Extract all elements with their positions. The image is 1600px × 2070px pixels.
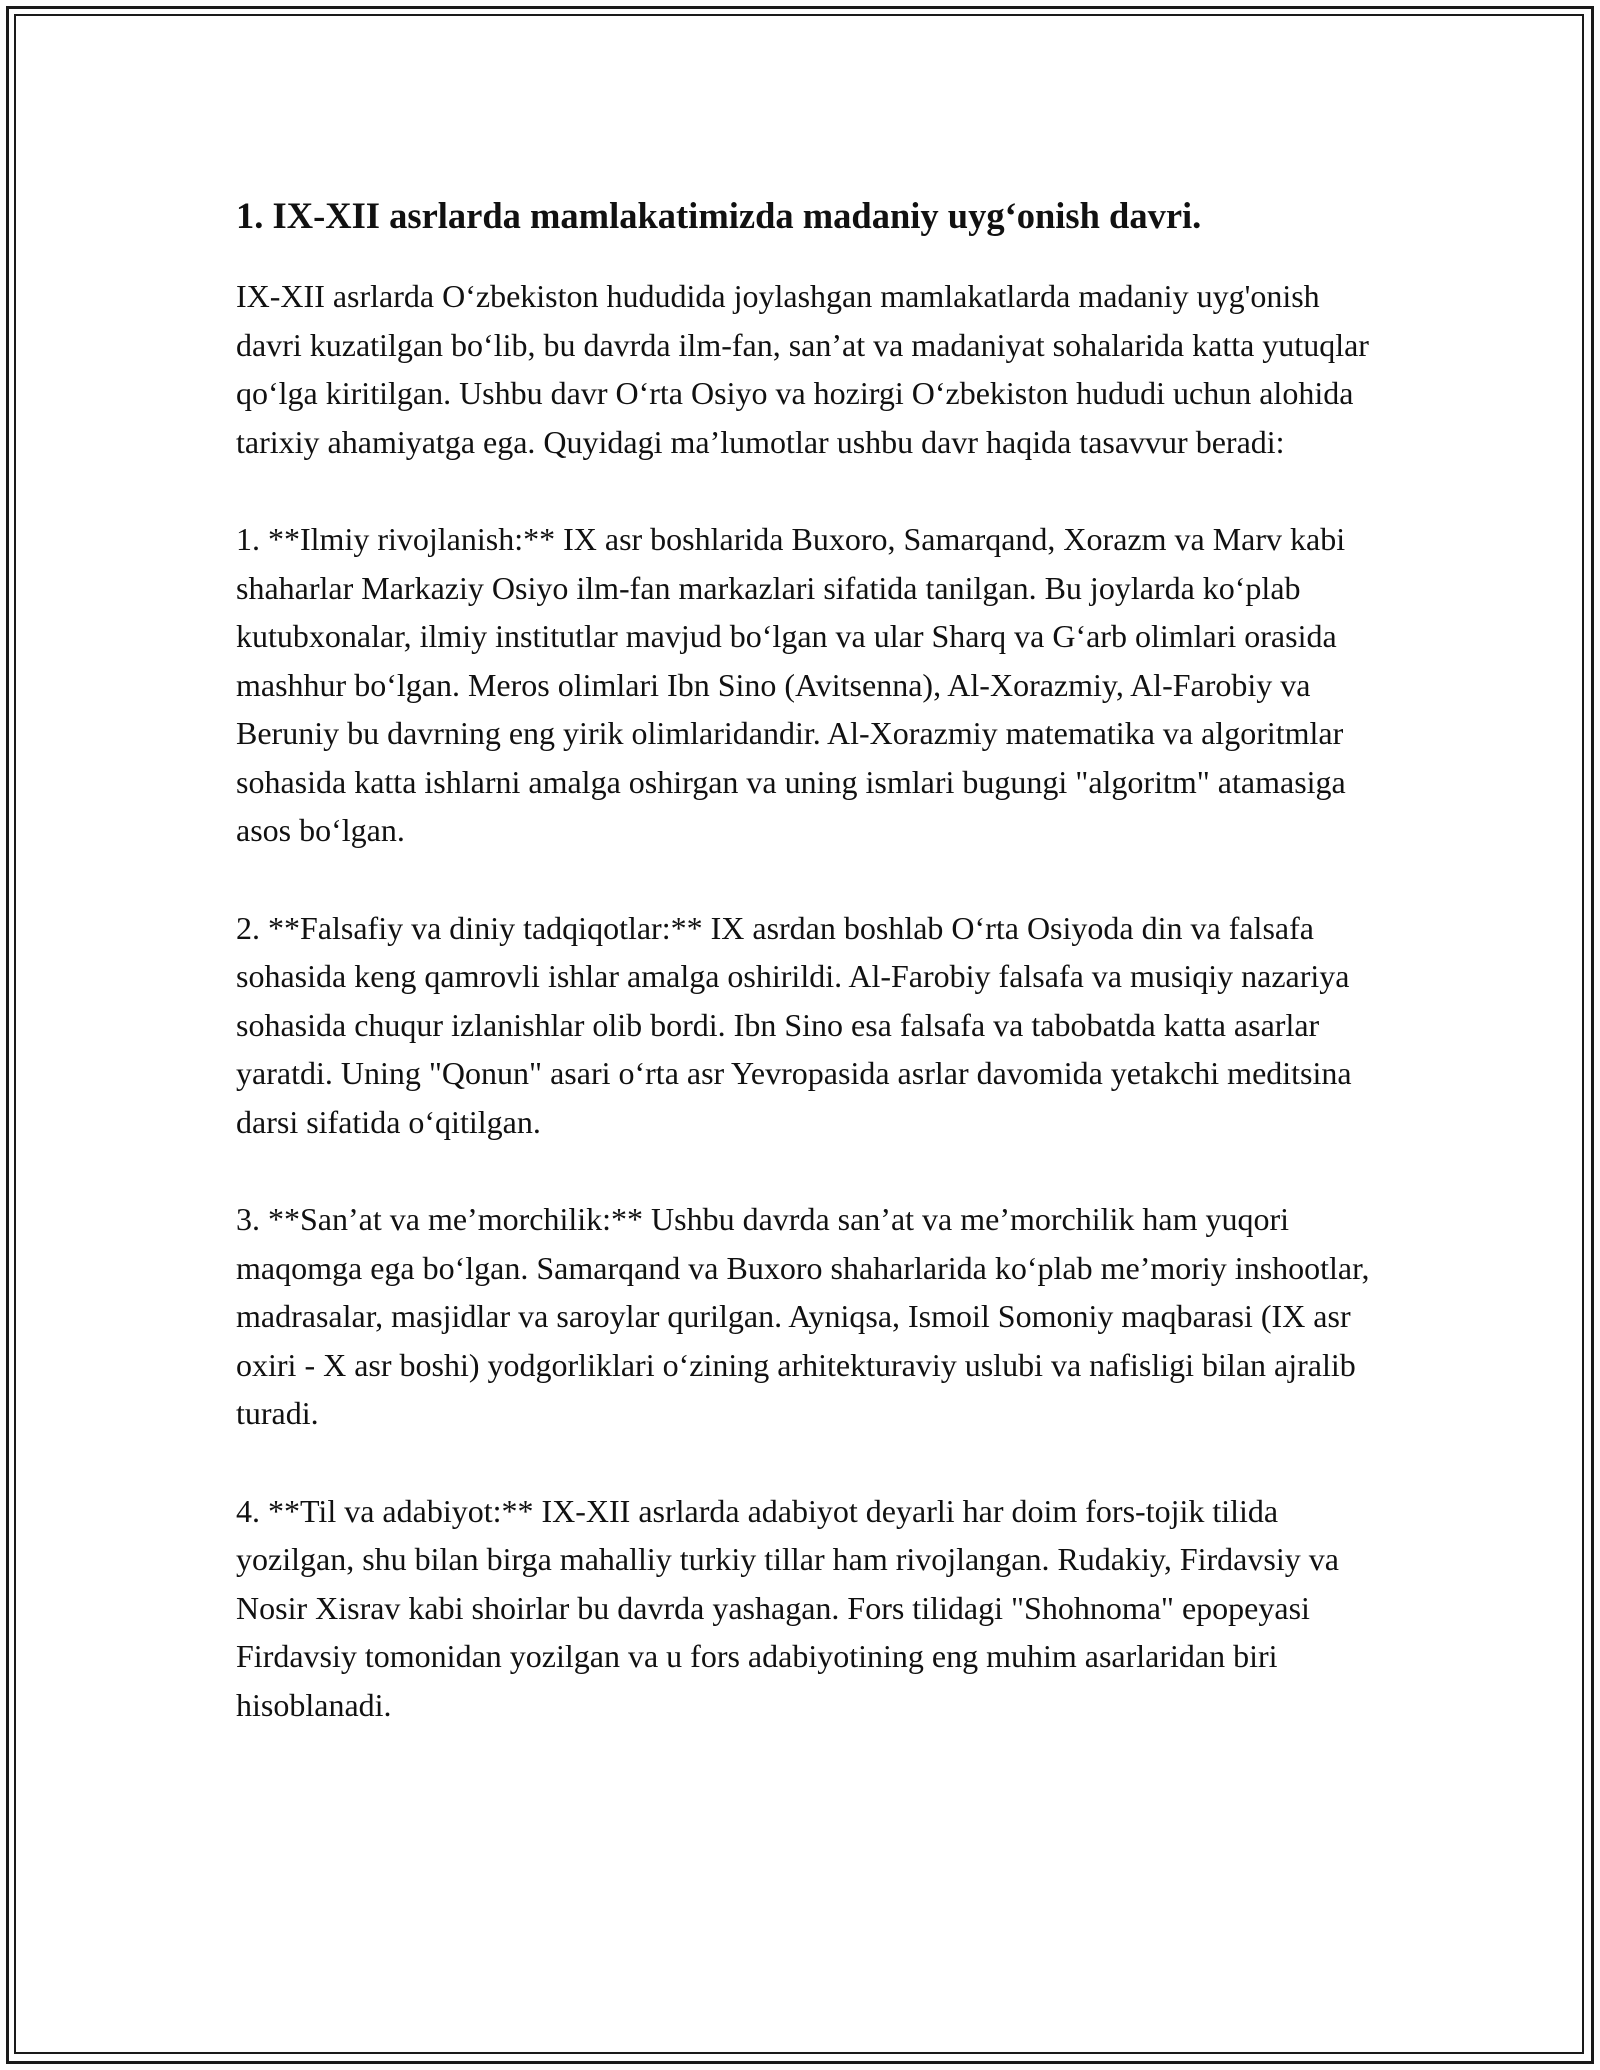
- section-scientific-development: 1. **Ilmiy rivojlanish:** IX asr boshlarida Buxoro, Samarqand, Xorazm va Marv kabi shaharlar Markaziy Osiyo ilm-fan markazlari sifatida tanilgan. Bu joylarda ko‘plab kutubxonalar, ilmiy institutlar mavjud bo‘lgan va ular Sharq va G‘arb olimlari orasida mashhur bo‘lgan. Meros olimlari Ibn Sino (Avitsenna), Al-Xorazmiy, Al-Farobiy va Beruniy bu davrning eng yirik olimlaridandir. Al-Xorazmiy matematika va algoritmlar sohasida katta ishlarni amalga oshirgan va uning ismlari bugungi "algoritm" atamasiga asos bo‘lgan.: [236, 521, 1346, 848]
- document-body: [236, 188, 1376, 1778]
- section-philosophical-religious-research: 2. **Falsafiy va diniy tadqiqotlar:** IX asrdan boshlab O‘rta Osiyoda din va falsafa sohasida keng qamrovli ishlar amalga oshirildi. Al-Farobiy falsafa va musiqiy nazariya sohasida chuqur izlanishlar olib bordi. Ibn Sino esa falsafa va tabobatda katta asarlar yaratdi. Uning "Qonun" asari o‘rta asr Yevropasida asrlar davomida yetakchi meditsina darsi sifatida o‘qitilgan.: [236, 909, 1352, 1140]
- section-language-literature: 4. **Til va adabiyot:** IX-XII asrlarda adabiyot deyarli har doim fors-tojik tilida yozilgan, shu bilan birga mahalliy turkiy tillar ham rivojlangan. Rudakiy, Firdavsiy va Nosir Xisrav kabi shoirlar bu davrda yashagan. Fors tilidagi "Shohnoma" epopeyasi Firdavsiy tomonidan yozilgan va u fors adabiyotining eng muhim asarlaridan biri hisoblanadi.: [236, 1492, 1339, 1723]
- section-art-architecture: 3. **San’at va me’morchilik:** Ushbu davrda san’at va me’morchilik ham yuqori maqomga ega bo‘lgan. Samarqand va Buxoro shaharlarida ko‘plab me’moriy inshootlar, madrasalar, masjidlar va saroylar qurilgan. Ayniqsa, Ismoil Somoniy maqbarasi (IX asr oxiri - X asr boshi) yodgorliklari o‘zining arhitekturaviy uslubi va nafisligi bilan ajralib turadi.: [236, 1201, 1370, 1431]
- document-title: 1. IX-XII asrlarda mamlakatimizda madaniy uyg‘onish davri.: [236, 195, 1202, 236]
- intro-paragraph: IX-XII asrlarda O‘zbekiston hududida joylashgan mamlakatlarda madaniy uyg'onish davri kuzatilgan bo‘lib, bu davrda ilm-fan, san’at va madaniyat sohalarida katta yutuqlar qo‘lga kiritilgan. Ushbu davr O‘rta Osiyo va hozirgi O‘zbekiston hududi uchun alohida tarixiy ahamiyatga ega. Quyidagi ma’lumotlar ushbu davr haqida tasavvur beradi:: [236, 278, 1369, 460]
